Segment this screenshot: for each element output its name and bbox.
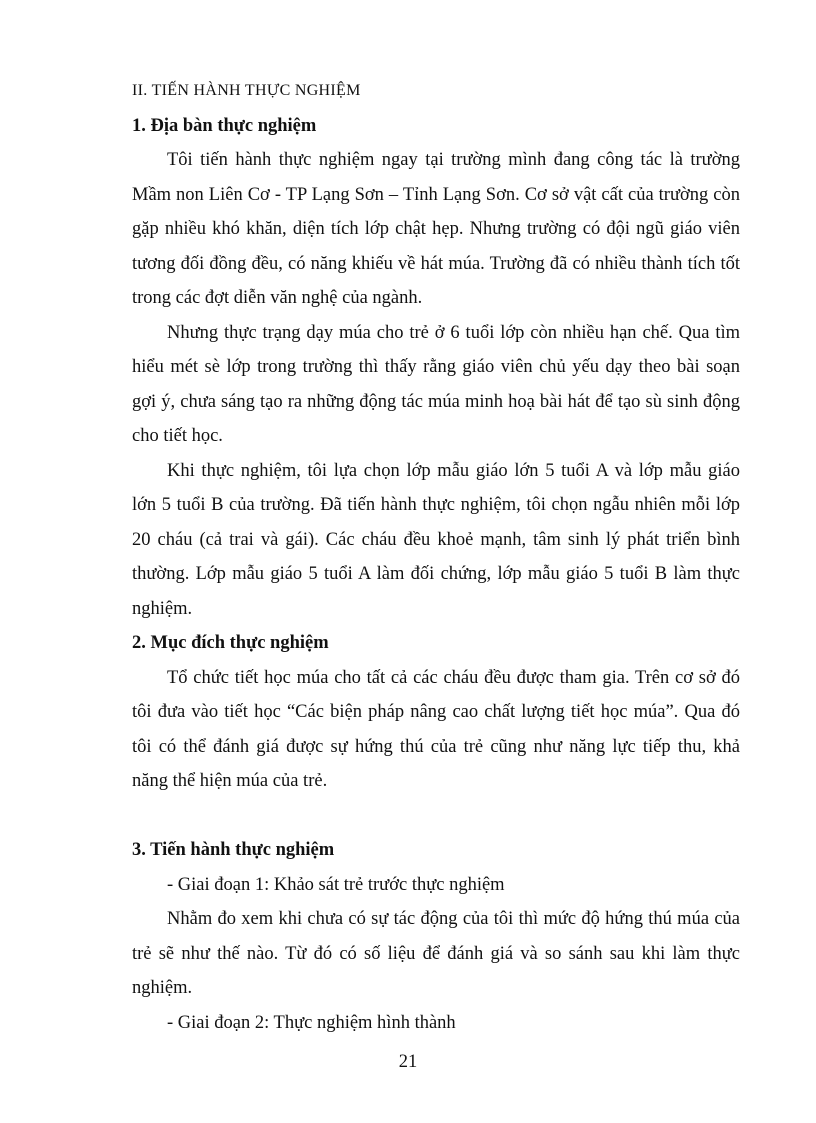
text-line: Tôi tiến hành thực nghiệm ngay tại trường mình đang công tác là trường <box>167 150 740 170</box>
text-line: 20 cháu (cả trai và gái). Các cháu đều khoẻ mạnh, tâm sinh lý phát triển bình <box>132 529 740 550</box>
text-line: nghiệm. <box>132 978 193 998</box>
section-2-paragraph-1 <box>132 661 740 799</box>
page-number: 21 <box>398 1052 418 1072</box>
text-line: tôi đưa vào tiết học “Các biện pháp nâng cao chất lượng tiết học múa”. Qua đó <box>132 702 740 722</box>
text-line: tôi có thể đánh giá được sự hứng thú của trẻ cũng như năng lực tiếp thu, khả <box>132 736 740 757</box>
text-line: năng thể hiện múa của trẻ. <box>132 771 328 791</box>
text-line: trẻ sẽ như thế nào. Từ đó có số liệu để đánh giá và so sánh sau khi làm thực <box>132 943 740 964</box>
section-3-heading: 3. Tiến hành thực nghiệm <box>132 840 335 860</box>
text-line: Tổ chức tiết học múa cho tất cả các cháu đều được tham gia. Trên cơ sở đó <box>167 667 740 688</box>
text-line: gặp nhiều khó khăn, diện tích lớp chật hẹp. Nhưng trường có đội ngũ giáo viên <box>132 219 740 239</box>
text-line: - Giai đoạn 1: Khảo sát trẻ trước thực nghiệm <box>167 874 505 895</box>
text-line: Mầm non Liên Cơ - TP Lạng Sơn – Tỉnh Lạng Sơn. Cơ sở vật cất của trường còn <box>132 184 740 205</box>
section-3-paragraph-2 <box>132 902 740 1006</box>
text-line: gợi ý, chưa sáng tạo ra những động tác múa minh hoạ bài hát để tạo sù sinh động <box>132 391 740 412</box>
section-3-paragraph-3 <box>132 1006 740 1041</box>
section-1-paragraph-3 <box>132 454 740 627</box>
text-line: lớn 5 tuổi B của trường. Đã tiến hành thực nghiệm, tôi chọn ngẫu nhiên mỗi lớp <box>132 495 740 515</box>
text-line: hiểu mét sè lớp trong trường thì thấy rằng giáo viên chủ yếu dạy theo bài soạn <box>132 357 740 377</box>
text-line: thường. Lớp mẫu giáo 5 tuổi A làm đối chứng, lớp mẫu giáo 5 tuổi B làm thực <box>132 564 740 584</box>
text-line: Khi thực nghiệm, tôi lựa chọn lớp mẫu giáo lớn 5 tuổi A và lớp mẫu giáo <box>167 460 740 481</box>
section-1-paragraph-2 <box>132 316 740 454</box>
blank-line <box>132 799 740 834</box>
section-2-heading: 2. Mục đích thực nghiệm <box>132 633 329 653</box>
text-line: nghiệm. <box>132 598 193 619</box>
text-line: - Giai đoạn 2: Thực nghiệm hình thành <box>167 1012 456 1033</box>
section-1-heading: 1. Địa bàn thực nghiệm <box>132 115 317 136</box>
section-title: II. TIẾN HÀNH THỰC NGHIỆM <box>132 82 361 99</box>
text-line: tương đối đồng đều, có năng khiếu về hát múa. Trường đã có nhiều thành tích tốt <box>132 253 740 274</box>
text-line: Nhưng thực trạng dạy múa cho trẻ ở 6 tuổi lớp còn nhiều hạn chế. Qua tìm <box>167 322 740 343</box>
text-line: cho tiết học. <box>132 426 223 446</box>
text-line: trong các đợt diễn văn nghệ của ngành. <box>132 288 423 308</box>
text-line: Nhằm đo xem khi chưa có sự tác động của tôi thì mức độ hứng thú múa của <box>167 909 740 929</box>
section-3-paragraph-1 <box>132 868 740 903</box>
document-body <box>132 74 740 1040</box>
section-1-paragraph-1 <box>132 143 740 316</box>
